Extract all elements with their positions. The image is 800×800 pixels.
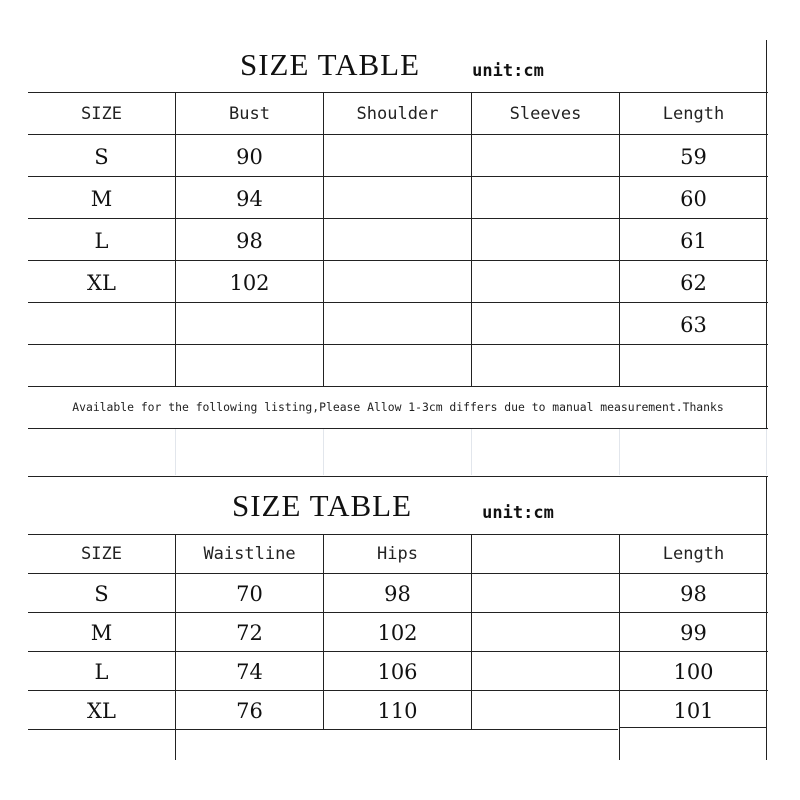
table-1-line bbox=[28, 134, 768, 135]
table-1-line bbox=[28, 218, 768, 219]
table-1-cell-length: 63 bbox=[680, 313, 707, 337]
table-1-cell-length: 60 bbox=[680, 187, 707, 211]
table-1-line bbox=[323, 92, 324, 386]
table-2-cell-waistline: 74 bbox=[236, 660, 263, 684]
faint-divider bbox=[175, 429, 176, 475]
table-1-cell-length: 62 bbox=[680, 271, 707, 295]
table-1-unit: unit:cm bbox=[472, 61, 544, 81]
table-2-cell-length: 98 bbox=[680, 582, 707, 606]
table-2-cell-size: M bbox=[90, 621, 113, 645]
table-2-cell-waistline: 70 bbox=[236, 582, 263, 606]
table-2-cell-hips: 110 bbox=[377, 699, 418, 723]
table-1-header-size: SIZE bbox=[81, 104, 122, 124]
table-2-header-waistline: Waistline bbox=[203, 544, 296, 564]
table-1-header-bust: Bust bbox=[229, 104, 270, 124]
table-2-line bbox=[619, 534, 620, 760]
measurement-note: Available for the following listing,Please Allow 1-3cm differs due to manual measurement.Thanks bbox=[72, 400, 724, 414]
faint-divider bbox=[323, 429, 324, 475]
table-2-line bbox=[28, 476, 768, 477]
table-2-cell-waistline: 76 bbox=[236, 699, 263, 723]
table-1-cell-size: M bbox=[90, 187, 113, 211]
table-1-header-sleeves: Sleeves bbox=[509, 104, 582, 124]
table-1-line bbox=[28, 344, 768, 345]
table-1-cell-size: L bbox=[94, 229, 109, 253]
faint-divider bbox=[766, 429, 767, 475]
faint-divider bbox=[471, 429, 472, 475]
table-2-cell-size: S bbox=[94, 582, 109, 606]
table-1-line bbox=[28, 386, 768, 387]
faint-divider bbox=[619, 429, 620, 475]
table-2-cell-size: XL bbox=[87, 699, 116, 723]
table-2-header-size: SIZE bbox=[81, 544, 122, 564]
table-2-line bbox=[471, 534, 472, 730]
table-1-cell-bust: 90 bbox=[236, 145, 263, 169]
table-2-line bbox=[28, 612, 768, 613]
table-1-cell-size: S bbox=[94, 145, 109, 169]
table-1-line bbox=[471, 92, 472, 386]
table-1-cell-length: 59 bbox=[680, 145, 707, 169]
table-2-cell-length: 101 bbox=[673, 699, 714, 723]
table-1-line bbox=[28, 428, 768, 429]
table-1-header-length: Length bbox=[662, 104, 725, 124]
table-2-title: SIZE TABLE bbox=[231, 488, 412, 523]
table-2-header-hips: Hips bbox=[377, 544, 418, 564]
table-1-line bbox=[28, 176, 768, 177]
table-2-header-length: Length bbox=[662, 544, 725, 564]
table-2-cell-length: 99 bbox=[680, 621, 707, 645]
table-1-line bbox=[28, 260, 768, 261]
table-2-line bbox=[28, 573, 768, 574]
table-1-title: SIZE TABLE bbox=[239, 47, 420, 82]
table-1-cell-bust: 102 bbox=[229, 271, 270, 295]
table-2-line bbox=[28, 651, 768, 652]
table-1-cell-size: XL bbox=[87, 271, 116, 295]
table-2-cell-length: 100 bbox=[673, 660, 714, 684]
table-2-cell-hips: 102 bbox=[377, 621, 418, 645]
table-1-line bbox=[28, 92, 768, 93]
table-1-line bbox=[28, 302, 768, 303]
table-1-cell-bust: 98 bbox=[236, 229, 263, 253]
table-2-cell-hips: 98 bbox=[384, 582, 411, 606]
table-2-line bbox=[28, 690, 768, 691]
table-2-line bbox=[619, 727, 767, 728]
table-2-cell-waistline: 72 bbox=[236, 621, 263, 645]
table-1-cell-length: 61 bbox=[680, 229, 707, 253]
table-2-cell-hips: 106 bbox=[377, 660, 418, 684]
table-2-unit: unit:cm bbox=[482, 503, 554, 523]
table-2-cell-size: L bbox=[94, 660, 109, 684]
table-1-header-shoulder: Shoulder bbox=[356, 104, 439, 124]
table-2-line bbox=[28, 534, 768, 535]
table-2-line bbox=[175, 534, 176, 760]
table-1-cell-bust: 94 bbox=[236, 187, 263, 211]
